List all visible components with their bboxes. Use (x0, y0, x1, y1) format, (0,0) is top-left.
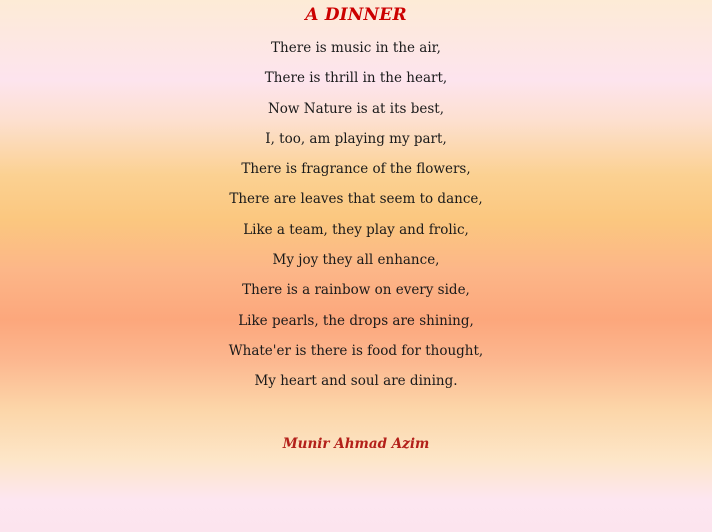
poem-line: Whate'er is there is food for thought, (228, 342, 484, 359)
poem-lines (0, 38, 712, 402)
poem-line: There is music in the air, (271, 40, 441, 56)
poem-line: My joy they all enhance, (272, 252, 440, 269)
poem-line: There is a rainbow on every side, (242, 282, 470, 299)
poem-title: A DINNER (305, 5, 407, 25)
poem-line: Like pearls, the drops are shining, (238, 312, 474, 329)
poem-line: My heart and soul are dining. (254, 373, 458, 390)
poem-line: I, too, am playing my part, (265, 130, 447, 147)
poem-line: There is thrill in the heart, (264, 70, 448, 87)
poem-line: Now Nature is at its best, (267, 100, 445, 117)
poem-line: There are leaves that seem to dance, (229, 191, 483, 208)
poem-author: Munir Ahmad Azim (282, 436, 430, 452)
poem-line: Like a team, they play and frolic, (243, 221, 469, 238)
poem-line: There is fragrance of the flowers, (241, 161, 471, 178)
